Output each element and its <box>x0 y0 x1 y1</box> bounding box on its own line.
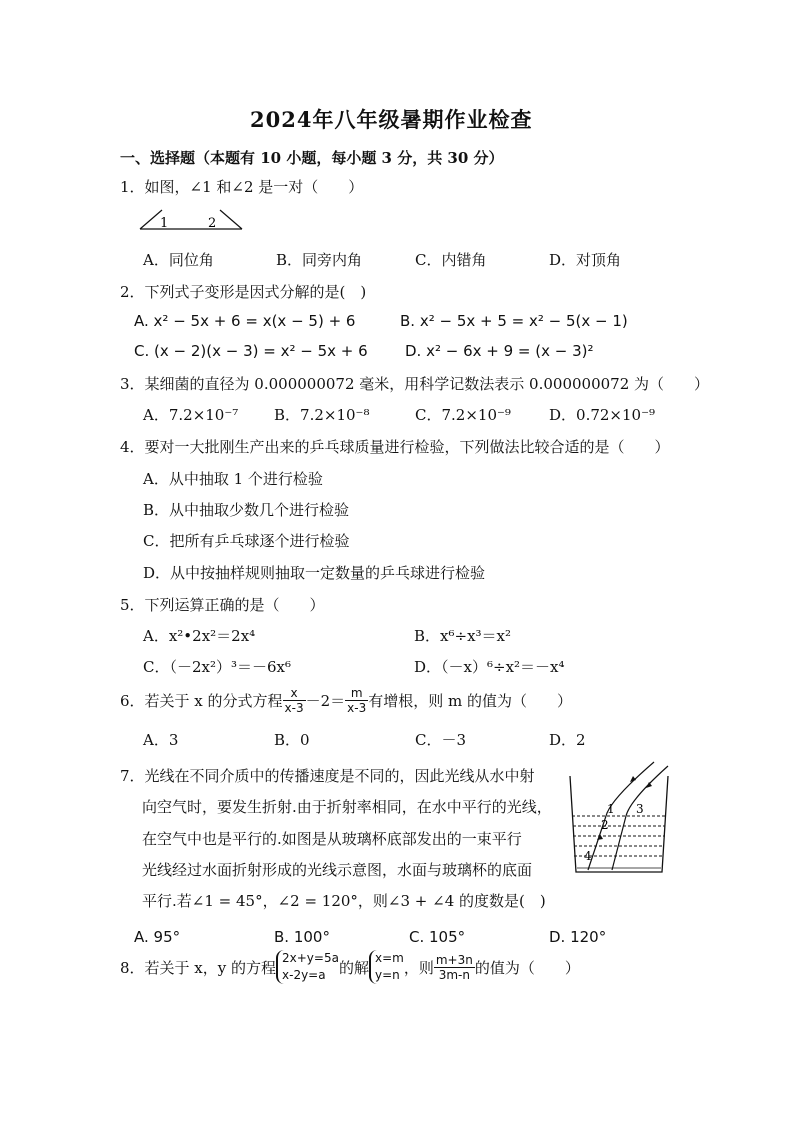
question-6-stem <box>120 686 572 715</box>
question-6-stem-b: 有增根，则 m 的值为（ ） <box>368 692 573 710</box>
equation-2: x-2y=a <box>282 968 326 982</box>
question-6-fraction-1 <box>283 686 306 715</box>
question-1-stem: 1．如图，∠1 和∠2 是一对（ ） <box>120 178 364 196</box>
question-4-stem: 4．要对一大批刚生产出来的乒乓球质量进行检验，下列做法比较合适的是（ ） <box>120 438 670 456</box>
question-7-line-4: 光线经过水面折射形成的光线示意图，水面与玻璃杯的底面 <box>142 861 533 879</box>
question-7-option-b: B. 100° <box>274 928 330 946</box>
question-5-option-b: B．x⁶÷x³＝x² <box>414 627 512 645</box>
question-7-line-1: 7．光线在不同介质中的传播速度是不同的，因此光线从水中射 <box>120 767 535 785</box>
question-3-option-a: A．7.2×10⁻⁷ <box>143 406 239 424</box>
question-6-option-a: A．3 <box>143 731 179 749</box>
fraction-1-numerator: x <box>283 686 306 701</box>
question-8-stem-a: 8．若关于 x，y 的方程 <box>120 958 277 977</box>
equation-system-1 <box>276 950 339 984</box>
question-3-option-c: C．7.2×10⁻⁹ <box>415 406 511 424</box>
question-6-option-b: B．0 <box>274 731 310 749</box>
question-7-option-d: D. 120° <box>549 928 607 946</box>
fraction-2-numerator: m <box>345 686 368 701</box>
question-4-option-d: D．从中按抽样规则抽取一定数量的乒乓球进行检验 <box>143 564 486 582</box>
fraction-1-denominator: x-3 <box>284 701 304 715</box>
question-2-option-a: A. x² − 5x + 6 = x(x − 5) + 6 <box>134 312 356 330</box>
fraction-denominator: 3m-n <box>438 967 470 982</box>
glass-refraction-figure <box>566 760 670 878</box>
question-5-stem: 5．下列运算正确的是（ ） <box>120 596 325 614</box>
question-4-option-c: C．把所有乒乓球逐个进行检验 <box>143 532 350 550</box>
question-4-option-b: B．从中抽取少数几个进行检验 <box>143 501 350 519</box>
angle-1-label: 1 <box>160 216 169 231</box>
question-3-option-b: B．7.2×10⁻⁸ <box>274 406 370 424</box>
solution-x: x=m <box>374 951 404 965</box>
angle-2-label: 2 <box>601 818 609 832</box>
question-2-option-b: B. x² − 5x + 5 = x² − 5(x − 1) <box>400 312 628 330</box>
question-7-option-a: A. 95° <box>134 928 181 946</box>
page-title: 2024年八年级暑期作业检查 <box>250 107 533 132</box>
question-3-option-d: D．0.72×10⁻⁹ <box>549 406 656 424</box>
question-1-figure <box>138 208 244 232</box>
question-2-option-d: D. x² − 6x + 9 = (x − 3)² <box>405 342 594 360</box>
question-1-option-d: D．对顶角 <box>549 251 622 269</box>
question-6-option-c: C．－3 <box>415 731 467 749</box>
fraction-2-denominator: x-3 <box>347 701 367 715</box>
question-4-option-a: A．从中抽取 1 个进行检验 <box>143 470 323 488</box>
question-7-line-5: 平行.若∠1 = 45°，∠2 = 120°，则∠3 + ∠4 的度数是( ) <box>142 892 546 910</box>
question-7-line-2: 向空气时，要发生折射.由于折射率相同，在水中平行的光线， <box>142 798 552 816</box>
question-7-line-3: 在空气中也是平行的.如图是从玻璃杯底部发出的一束平行 <box>142 830 522 848</box>
angle-4-label: 4 <box>584 849 592 863</box>
question-2-stem: 2．下列式子变形是因式分解的是( ) <box>120 283 367 301</box>
question-1-option-b: B．同旁内角 <box>276 251 363 269</box>
question-8-stem <box>120 950 580 984</box>
question-6-fraction-2 <box>345 686 368 715</box>
question-5-option-c: C．（－2x²）³＝－6x⁶ <box>143 658 292 676</box>
fraction-numerator: m+3n <box>435 952 473 967</box>
equation-1: 2x+y=5a <box>282 951 339 965</box>
question-6-option-d: D．2 <box>549 731 586 749</box>
question-6-mid: －2＝ <box>305 692 346 710</box>
question-2-option-c: C. (x − 2)(x − 3) = x² − 5x + 6 <box>134 342 368 360</box>
question-5-option-d: D．（－x）⁶÷x²＝－x⁴ <box>414 658 565 676</box>
angle-2-label: 2 <box>208 216 217 231</box>
question-8-stem-b: 的值为（ ） <box>474 958 580 977</box>
solution-y: y=n <box>374 968 400 982</box>
question-1-option-a: A．同位角 <box>143 251 214 269</box>
angle-3-label: 3 <box>636 802 644 816</box>
question-8-fraction <box>434 953 475 982</box>
question-5-option-a: A．x²•2x²＝2x⁴ <box>143 627 256 645</box>
question-6-stem-a: 6．若关于 x 的分式方程 <box>120 692 283 710</box>
question-8-mid: 的解 <box>338 958 369 977</box>
question-7-option-c: C. 105° <box>409 928 466 946</box>
question-1-option-c: C．内错角 <box>415 251 487 269</box>
section-heading: 一、选择题（本题有 10 小题，每小题 3 分，共 30 分） <box>120 149 504 167</box>
question-3-stem: 3．某细菌的直径为 0.000000072 毫米，用科学记数法表示 0.000000072 为（ ） <box>120 375 710 393</box>
question-8-comma: ，则 <box>403 958 434 977</box>
solution-system <box>369 950 404 984</box>
angle-1-label: 1 <box>607 802 615 816</box>
